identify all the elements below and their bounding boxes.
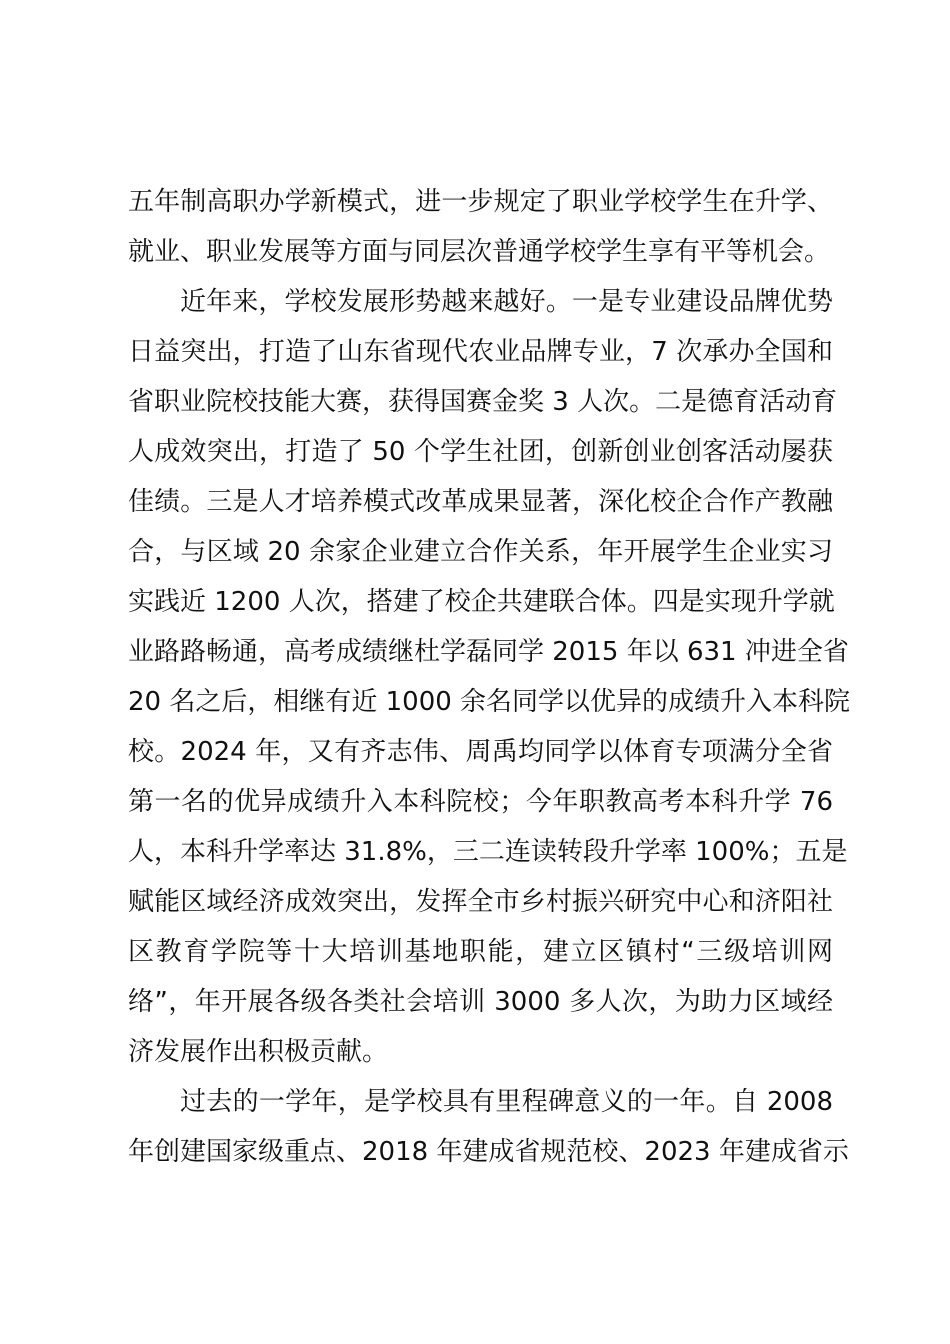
text-line: 人，本科升学率达 31.8%，三二连读转段升学率 100%；五是 xyxy=(128,837,848,867)
paragraph-start-line: 过去的一学年，是学校具有里程碑意义的一年。自 2008 xyxy=(180,1087,833,1117)
text-line: 20 名之后，相继有近 1000 余名同学以优异的成绩升入本科院 xyxy=(128,687,851,717)
text-line: 实践近 1200 人次，搭建了校企共建联合体。四是实现升学就 xyxy=(128,587,835,617)
text-line: 省职业院校技能大赛，获得国赛金奖 3 人次。二是德育活动育 xyxy=(128,387,838,417)
text-line: 五年制高职办学新模式，进一步规定了职业学校学生在升学、 xyxy=(128,187,833,217)
paragraph-start-line: 近年来，学校发展形势越来越好。一是专业建设品牌优势 xyxy=(180,287,833,317)
text-line: 年创建国家级重点、2018 年建成省规范校、2023 年建成省示 xyxy=(128,1137,849,1167)
text-line: 济发展作出积极贡献。 xyxy=(128,1037,389,1067)
text-line: 就业、职业发展等方面与同层次普通学校学生享有平等机会。 xyxy=(128,237,831,267)
text-line: 合，与区域 20 余家企业建立合作关系，年开展学生企业实习 xyxy=(128,537,833,567)
text-line: 人成效突出，打造了 50 个学生社团，创新创业创客活动屡获 xyxy=(128,437,833,467)
text-line: 区教育学院等十大培训基地职能，建立区镇村“三级培训网 xyxy=(128,937,833,967)
text-line: 校。2024 年，又有齐志伟、周禹均同学以体育专项满分全省 xyxy=(128,737,833,767)
text-line: 第一名的优异成绩升入本科院校；今年职教高考本科升学 76 xyxy=(128,787,833,817)
text-line: 佳绩。三是人才培养模式改革成果显著，深化校企合作产教融 xyxy=(128,487,833,517)
text-line: 业路路畅通，高考成绩继杜学磊同学 2015 年以 631 冲进全省 xyxy=(128,637,849,667)
text-line: 络”，年开展各级各类社会培训 3000 多人次，为助力区域经 xyxy=(128,987,833,1017)
text-line: 日益突出，打造了山东省现代农业品牌专业，7 次承办全国和 xyxy=(128,337,833,367)
text-line: 赋能区域经济成效突出，发挥全市乡村振兴研究中心和济阳社 xyxy=(128,887,833,917)
